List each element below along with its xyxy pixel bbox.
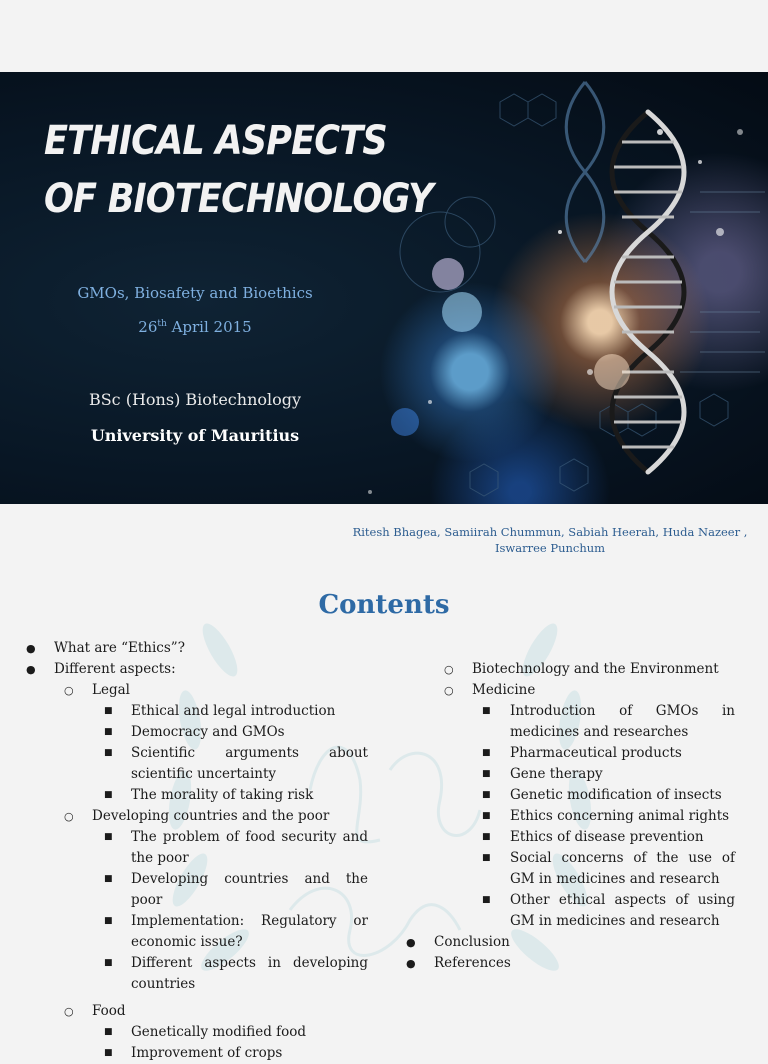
bullet: ■ xyxy=(104,1048,113,1058)
list-item: ■ Pharmaceutical products xyxy=(400,743,735,764)
bullet: ■ xyxy=(482,748,491,758)
list-item: ● Conclusion xyxy=(400,932,735,953)
contents-right-column xyxy=(400,659,735,974)
bullet: ■ xyxy=(482,706,491,716)
list-item: ○ Legal xyxy=(0,680,368,701)
bullet: ■ xyxy=(482,832,491,842)
bullet: ○ xyxy=(444,684,454,697)
bullet: ■ xyxy=(104,727,113,737)
list-item: ● What are “Ethics”? xyxy=(0,638,368,659)
list-item: ○ Medicine xyxy=(400,680,735,701)
bullet: ● xyxy=(406,957,416,970)
cover-image xyxy=(0,72,768,504)
list-item: ■ Ethics of disease prevention xyxy=(400,827,735,848)
list-item: ■ Implementation: Regulatory or economic issue? xyxy=(104,913,368,950)
list-item: ■ Genetically modified food xyxy=(0,1022,368,1043)
date-day: 26 xyxy=(138,318,158,336)
title-line-2: OF BIOTECHNOLOGY xyxy=(44,176,433,222)
bullet: ○ xyxy=(64,684,74,697)
bullet: ■ xyxy=(104,916,113,926)
list-item: ○ Food xyxy=(0,1001,368,1022)
bullet: ■ xyxy=(482,853,491,863)
list-item: ■ Other ethical aspects of using GM in medicines and research xyxy=(482,892,735,929)
author-list xyxy=(340,524,760,556)
authors-line-2: Iswarree Punchum xyxy=(494,541,606,555)
list-item: ■ The problem of food security and the poor xyxy=(104,829,368,866)
list-item: ○ Developing countries and the poor xyxy=(0,806,368,827)
bullet: ■ xyxy=(104,706,113,716)
bullet: ■ xyxy=(482,769,491,779)
authors-line-1: Ritesh Bhagea, Samiirah Chummun, Sabiah Heerah, Huda Nazeer , xyxy=(352,525,748,539)
list-item: ■ Democracy and GMOs xyxy=(0,722,368,743)
list-item: ○ Biotechnology and the Environment xyxy=(400,659,735,680)
bullet: ■ xyxy=(482,790,491,800)
bullet: ● xyxy=(26,642,36,655)
page-title xyxy=(44,112,433,228)
date-suffix: th xyxy=(157,319,167,329)
list-item: ■ Ethical and legal introduction xyxy=(0,701,368,722)
presentation-date xyxy=(0,318,390,336)
bullet: ■ xyxy=(482,895,491,905)
list-item: ■ Genetic modification of insects xyxy=(400,785,735,806)
list-item: ■ Developing countries and the poor xyxy=(104,871,368,908)
list-item: ● Different aspects: xyxy=(0,659,368,680)
list-item: ■ Improvement of crops xyxy=(0,1043,368,1064)
bullet: ○ xyxy=(64,810,74,823)
bullet: ■ xyxy=(104,874,113,884)
bullet: ■ xyxy=(104,832,113,842)
title-line-1: ETHICAL ASPECTS xyxy=(44,118,387,164)
contents-heading: Contents xyxy=(318,590,450,620)
subtitle: GMOs, Biosafety and Bioethics xyxy=(77,284,313,302)
list-item: ■ Scientific arguments about scientific uncertainty xyxy=(104,745,368,782)
program-name: BSc (Hons) Biotechnology xyxy=(88,390,302,409)
bullet: ● xyxy=(406,936,416,949)
list-item: ■ Gene therapy xyxy=(400,764,735,785)
contents-left-column xyxy=(0,638,368,1064)
list-item: ■ Social concerns of the use of GM in medicines and research xyxy=(482,850,735,887)
bullet: ○ xyxy=(64,1005,74,1018)
list-item: ■ Introduction of GMOs in medicines and researches xyxy=(482,703,735,740)
list-item: ● References xyxy=(400,953,735,974)
university-name: University of Mauritius xyxy=(90,426,300,445)
list-item: ■ The morality of taking risk xyxy=(0,785,368,806)
bullet: ■ xyxy=(104,790,113,800)
list-item: ■ Ethics concerning animal rights xyxy=(400,806,735,827)
date-rest: April 2015 xyxy=(166,318,252,336)
bullet: ■ xyxy=(104,1027,113,1037)
bullet: ■ xyxy=(482,811,491,821)
list-item: ■ Different aspects in developing countries xyxy=(104,955,368,992)
bullet: ■ xyxy=(104,748,113,758)
bullet: ○ xyxy=(444,663,454,676)
bullet: ■ xyxy=(104,958,113,968)
bullet: ● xyxy=(26,663,36,676)
